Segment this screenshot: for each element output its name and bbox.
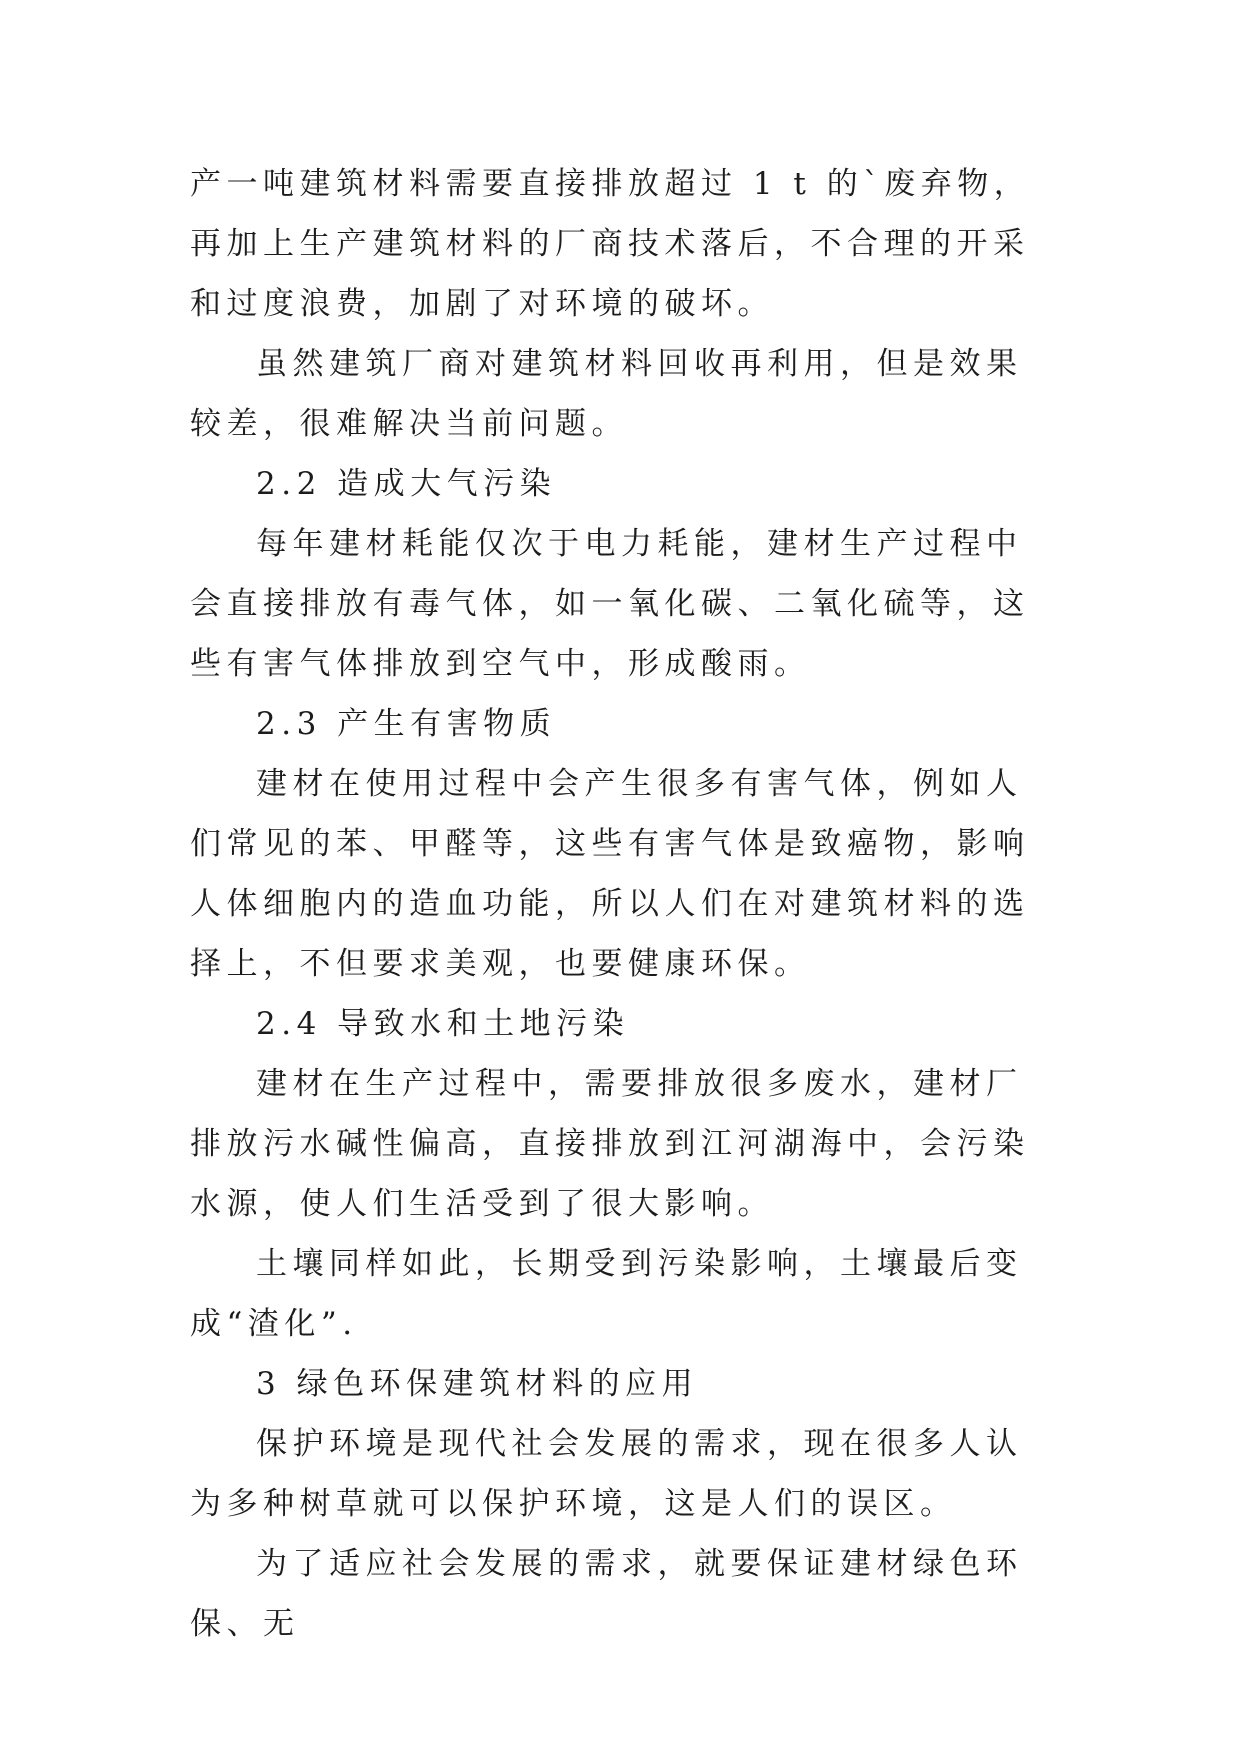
paragraph: 建材在使用过程中会产生很多有害气体，例如人们常见的苯、甲醛等，这些有害气体是致癌物，影响人体细胞内的造血功能，所以人们在对建筑材料的选择上，不但要求美观，也要健康环保。 (190, 766, 1030, 982)
document-body (190, 154, 1050, 1654)
section-heading: 2.3 产生有害物质 (256, 706, 557, 742)
paragraph: 虽然建筑厂商对建筑材料回收再利用，但是效果较差，很难解决当前问题。 (190, 346, 1023, 442)
paragraph: 为了适应社会发展的需求，就要保证建材绿色环保、无 (190, 1546, 1023, 1642)
paragraph: 土壤同样如此，长期受到污染影响，土壤最后变成“渣化”. (190, 1246, 1023, 1342)
section-heading: 2.4 导致水和土地污染 (256, 1006, 630, 1042)
paragraph-continuation: 产一吨建筑材料需要直接排放超过 1 t 的`废弃物，再加上生产建筑材料的厂商技术落后，不合理的开采和过度浪费，加剧了对环境的破坏。 (190, 166, 1031, 322)
paragraph: 每年建材耗能仅次于电力耗能，建材生产过程中会直接排放有毒气体，如一氧化碳、二氧化硫等，这些有害气体排放到空气中，形成酸雨。 (190, 526, 1030, 682)
section-heading: 3 绿色环保建筑材料的应用 (256, 1366, 699, 1402)
paragraph: 建材在生产过程中，需要排放很多废水，建材厂排放污水碱性偏高，直接排放到江河湖海中，会污染水源，使人们生活受到了很大影响。 (190, 1066, 1030, 1222)
section-heading: 2.2 造成大气污染 (256, 466, 557, 502)
paragraph: 保护环境是现代社会发展的需求，现在很多人认为多种树草就可以保护环境，这是人们的误区。 (190, 1426, 1023, 1522)
